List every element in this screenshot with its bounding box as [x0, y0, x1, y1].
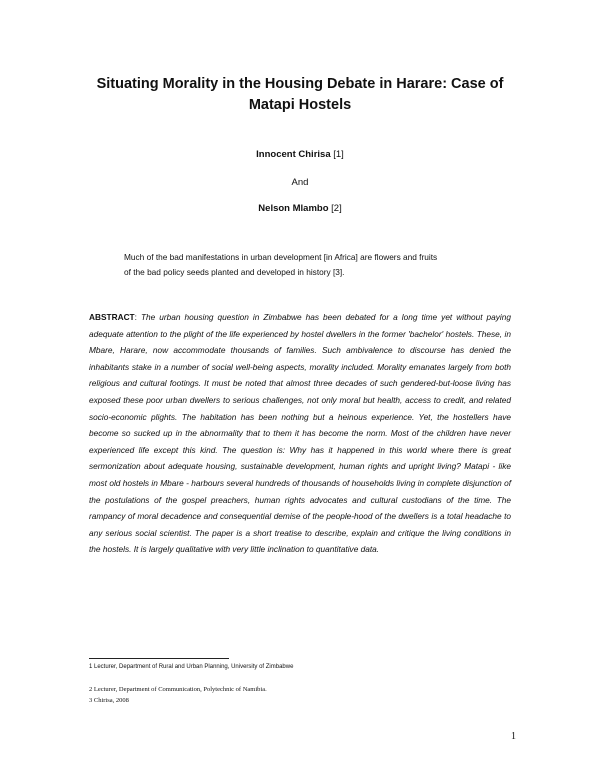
author-2-name: Nelson Mlambo	[258, 203, 329, 214]
author-2-ref: [2]	[331, 203, 342, 214]
abstract-label: ABSTRACT	[89, 312, 135, 322]
page-number: 1	[511, 731, 516, 742]
title-line-2: Matapi Hostels	[248, 97, 352, 113]
author-1-ref: [1]	[333, 149, 344, 160]
abstract-text: The urban housing question in Zimbabwe has been debated for a long time yet without paying adequate attention to the plight of the life experienced by hostel dwellers in the former 'bachelor' hostels. These, in Mbare, Harare, now accommodate thousands of families. Such ambivalence to discourse has denied the inhabitants stake in a number of social well-being aspects, morality included. Morality emanates largely from both religious and cultural footings. It must be noted that almost three decades of such gendered-but-loose living has exposed these poor urban dwellers to serious challenges, not only moral but health, access to credit, and related socio-economic plights. The habitation has been nothing but a heinous experience. Yet, the hostellers have become so sucked up in the abnormality that to them it has become the norm. Most of the children have never experienced life except this kind. The question is: Why has it happened in this world where there is great sermonization about adequate housing, sustainable development, human rights and upright living? Matapi - like most old hostels in Mbare - harbours several hundreds of thousands of households living in complete disjunction of the postulations of the gospel preachers, human rights advocates and cultural custodians of the time. The rampancy of moral decadence and consequential demise of the people-hood of the dwellers is a total headache to any serious social scientist. The paper is a short treatise to describe, explain and critique the living conditions in the hostels. It is largely qualitative with very little inclination to quantitative data.	[89, 312, 511, 555]
abstract-paragraph	[89, 309, 511, 558]
footnote-3: 3 Chirisa, 2008	[89, 697, 129, 704]
author-conjunction: And	[291, 177, 309, 188]
author-1-name: Innocent Chirisa	[256, 149, 331, 160]
author-1	[0, 149, 600, 160]
epigraph-quote	[124, 250, 494, 280]
author-2	[0, 203, 600, 214]
abstract-separator: :	[134, 312, 141, 322]
footnote-2: 2 Lecturer, Department of Communication, Polytechnic of Namibia.	[89, 686, 267, 693]
epigraph-line-2: of the bad policy seeds planted and developed in history [3].	[124, 267, 345, 277]
footnote-1: 1 Lecturer, Department of Rural and Urban Planning, University of Zimbabwe	[89, 664, 294, 670]
paper-title	[80, 74, 520, 116]
footnote-divider	[89, 658, 229, 659]
title-line-1: Situating Morality in the Housing Debate in Harare: Case of	[96, 76, 504, 92]
epigraph-line-1: Much of the bad manifestations in urban development [in Africa] are flowers and fruits	[124, 252, 438, 262]
